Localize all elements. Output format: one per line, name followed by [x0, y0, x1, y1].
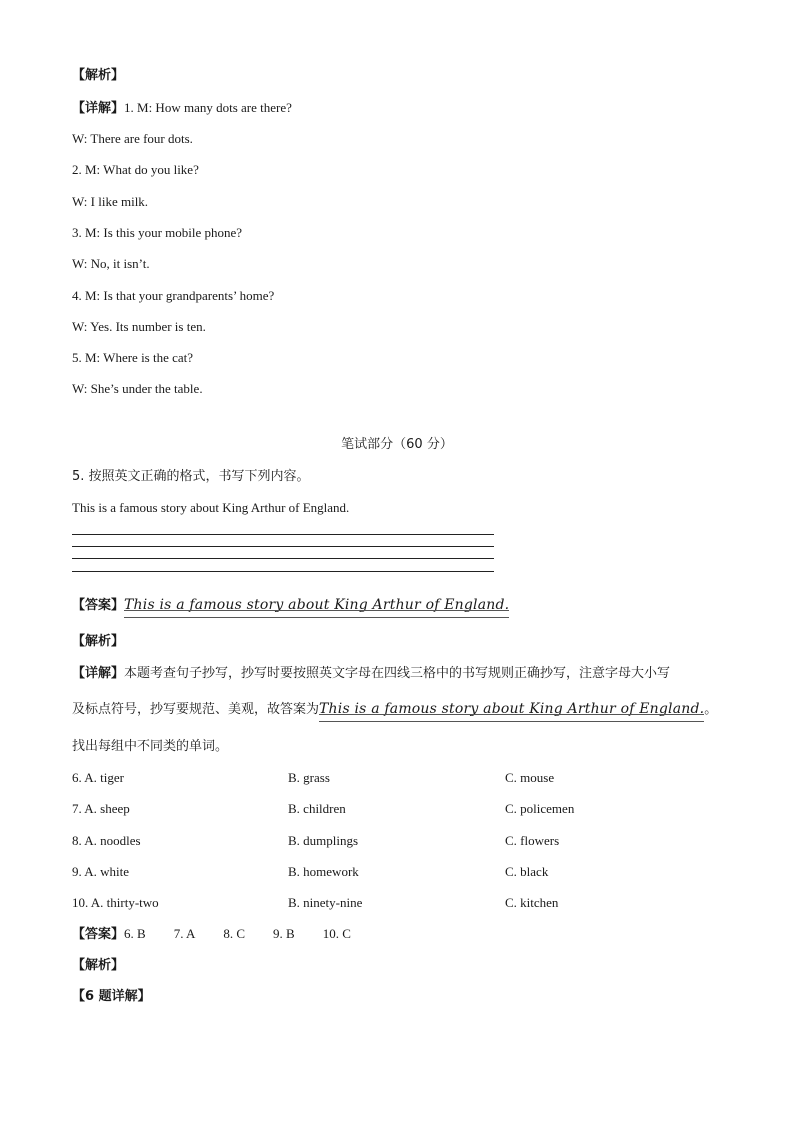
q10-option-a: 10. A. thirty-two	[72, 895, 159, 910]
q7-option-a: 7. A. sheep	[72, 801, 130, 816]
q6-option-a: 6. A. tiger	[72, 770, 124, 785]
answer-item: 10. C	[322, 926, 351, 941]
analysis-heading-2: 【解析】	[72, 634, 125, 649]
detail-label: 【详解】	[72, 101, 125, 116]
q7-option-b: B. children	[288, 801, 346, 816]
q8-option-b: B. dumplings	[288, 833, 359, 848]
detail2-label: 【详解】	[72, 666, 125, 681]
answers-row	[72, 926, 379, 943]
q7-option-c: C. policemen	[505, 801, 575, 816]
detail2-line-2	[72, 701, 717, 719]
answer-item: 9. B	[273, 926, 295, 941]
answer-item: 8. C	[223, 926, 246, 941]
listening-line-9: W: She’s under the table.	[72, 381, 203, 396]
q5-sentence: This is a famous story about King Arthur of England.	[72, 500, 350, 515]
q6-option-b: B. grass	[288, 770, 330, 785]
writing-line-1	[72, 534, 494, 535]
q5-answer-script	[124, 597, 509, 615]
odd-one-title: 找出每组中不同类的单词。	[72, 739, 229, 754]
analysis-heading-3: 【解析】	[72, 958, 125, 973]
listening-line-3: W: I like milk.	[72, 194, 149, 209]
q10-option-b: B. ninety-nine	[288, 895, 363, 910]
analysis-heading-1: 【解析】	[72, 68, 125, 83]
q8-option-a: 8. A. noodles	[72, 833, 141, 848]
detail2-answer-script	[319, 701, 704, 719]
writing-line-3	[72, 558, 494, 559]
q5-answer-row	[72, 597, 509, 615]
listening-line-0: 1. M: How many dots are there?	[124, 100, 292, 115]
script-guide-lines-2	[319, 714, 704, 722]
writing-line-4	[72, 571, 494, 572]
script-guide-lines	[124, 610, 509, 618]
answer-item: 7. A	[173, 926, 196, 941]
q9-option-a: 9. A. white	[72, 864, 130, 879]
answer-item: 6. B	[124, 926, 146, 941]
written-section-title: 笔试部分（60 分）	[341, 437, 453, 452]
detail2-text-2: 及标点符号，抄写要规范、美观，故答案为	[72, 702, 320, 717]
answer-label: 【答案】	[72, 598, 125, 613]
q8-option-c: C. flowers	[505, 833, 560, 848]
q9-option-b: B. homework	[288, 864, 359, 879]
listening-line-5: W: No, it isn’t.	[72, 256, 150, 271]
answers-label: 【答案】	[72, 927, 125, 942]
listening-line-6: 4. M: Is that your grandparents’ home?	[72, 288, 275, 303]
listening-line-4: 3. M: Is this your mobile phone?	[72, 225, 243, 240]
listening-line-7: W: Yes. Its number is ten.	[72, 319, 206, 334]
detail2-answer-text: This is a famous story about King Arthur of England.	[319, 701, 705, 717]
listening-line-1: W: There are four dots.	[72, 131, 193, 146]
q5-answer-text: This is a famous story about King Arthur of England.	[124, 597, 510, 613]
q10-option-c: C. kitchen	[505, 895, 559, 910]
detail-line-1	[72, 100, 292, 117]
detail2-end: 。	[704, 702, 718, 717]
detail2-text-1: 本题考查句子抄写，抄写时要按照英文字母在四线三格中的书写规则正确抄写，注意字母大小写	[124, 666, 671, 681]
q9-option-c: C. black	[505, 864, 549, 879]
q5-prompt: 5. 按照英文正确的格式，书写下列内容。	[72, 469, 310, 484]
q6-option-c: C. mouse	[505, 770, 555, 785]
writing-line-2	[72, 546, 494, 547]
q6-detail-heading: 【6 题详解】	[72, 989, 151, 1004]
listening-line-2: 2. M: What do you like?	[72, 162, 199, 177]
listening-line-8: 5. M: Where is the cat?	[72, 350, 194, 365]
detail2-line-1	[72, 666, 670, 682]
